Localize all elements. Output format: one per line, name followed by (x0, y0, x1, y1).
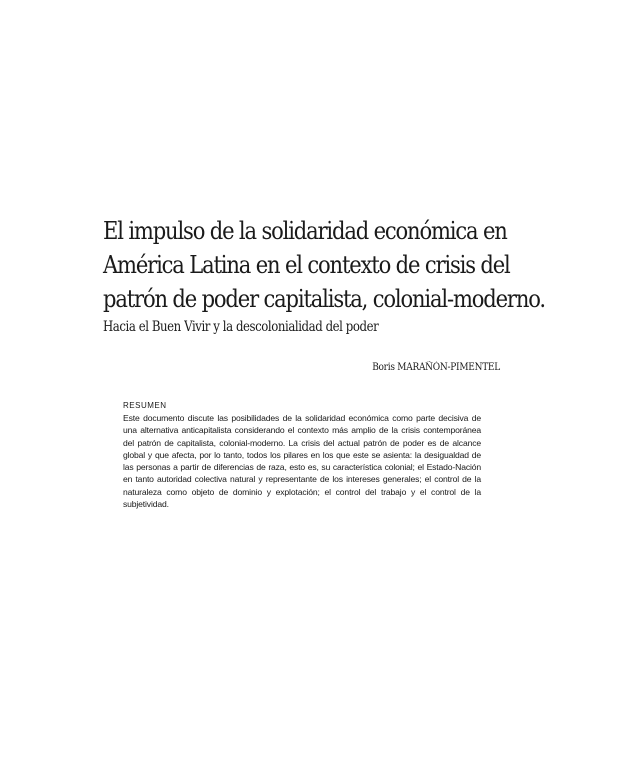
article-title-line-2: América Latina en el contexto de crisis del (103, 250, 510, 279)
article-subtitle: Hacia el Buen Vivir y la descolonialidad del poder (103, 319, 379, 335)
article-title-line-3: patrón de poder capitalista, colonial-moderno. (103, 284, 545, 313)
abstract-heading: RESUMEN (123, 401, 167, 410)
title-block (103, 214, 545, 336)
article-title-line-1: El impulso de la solidaridad económica en (103, 216, 507, 245)
abstract-section (123, 401, 481, 510)
abstract-body: Este documento discute las posibilidades de la solidaridad económica como parte decisiva de una alternativa anticapitalista considerando el contexto más amplio de la crisis contemporánea del patrón de capitalista, colonial-moderno. La crisis del actual patrón de poder es de alcance global y que afecta, por lo tanto, todos los pilares en los que este se asienta: la desigualdad de las personas a partir de diferencias de raza, esto es, su característica colonial; el Estado-Nación en tanto autoridad colectiva natural y representante de los intereses generales; el control de la naturaleza como objeto de dominio y explotación; el control del trabajo y el control de la subjetividad. (123, 413, 481, 510)
author-name: Boris MARAÑÓN-PIMENTEL (372, 362, 500, 373)
